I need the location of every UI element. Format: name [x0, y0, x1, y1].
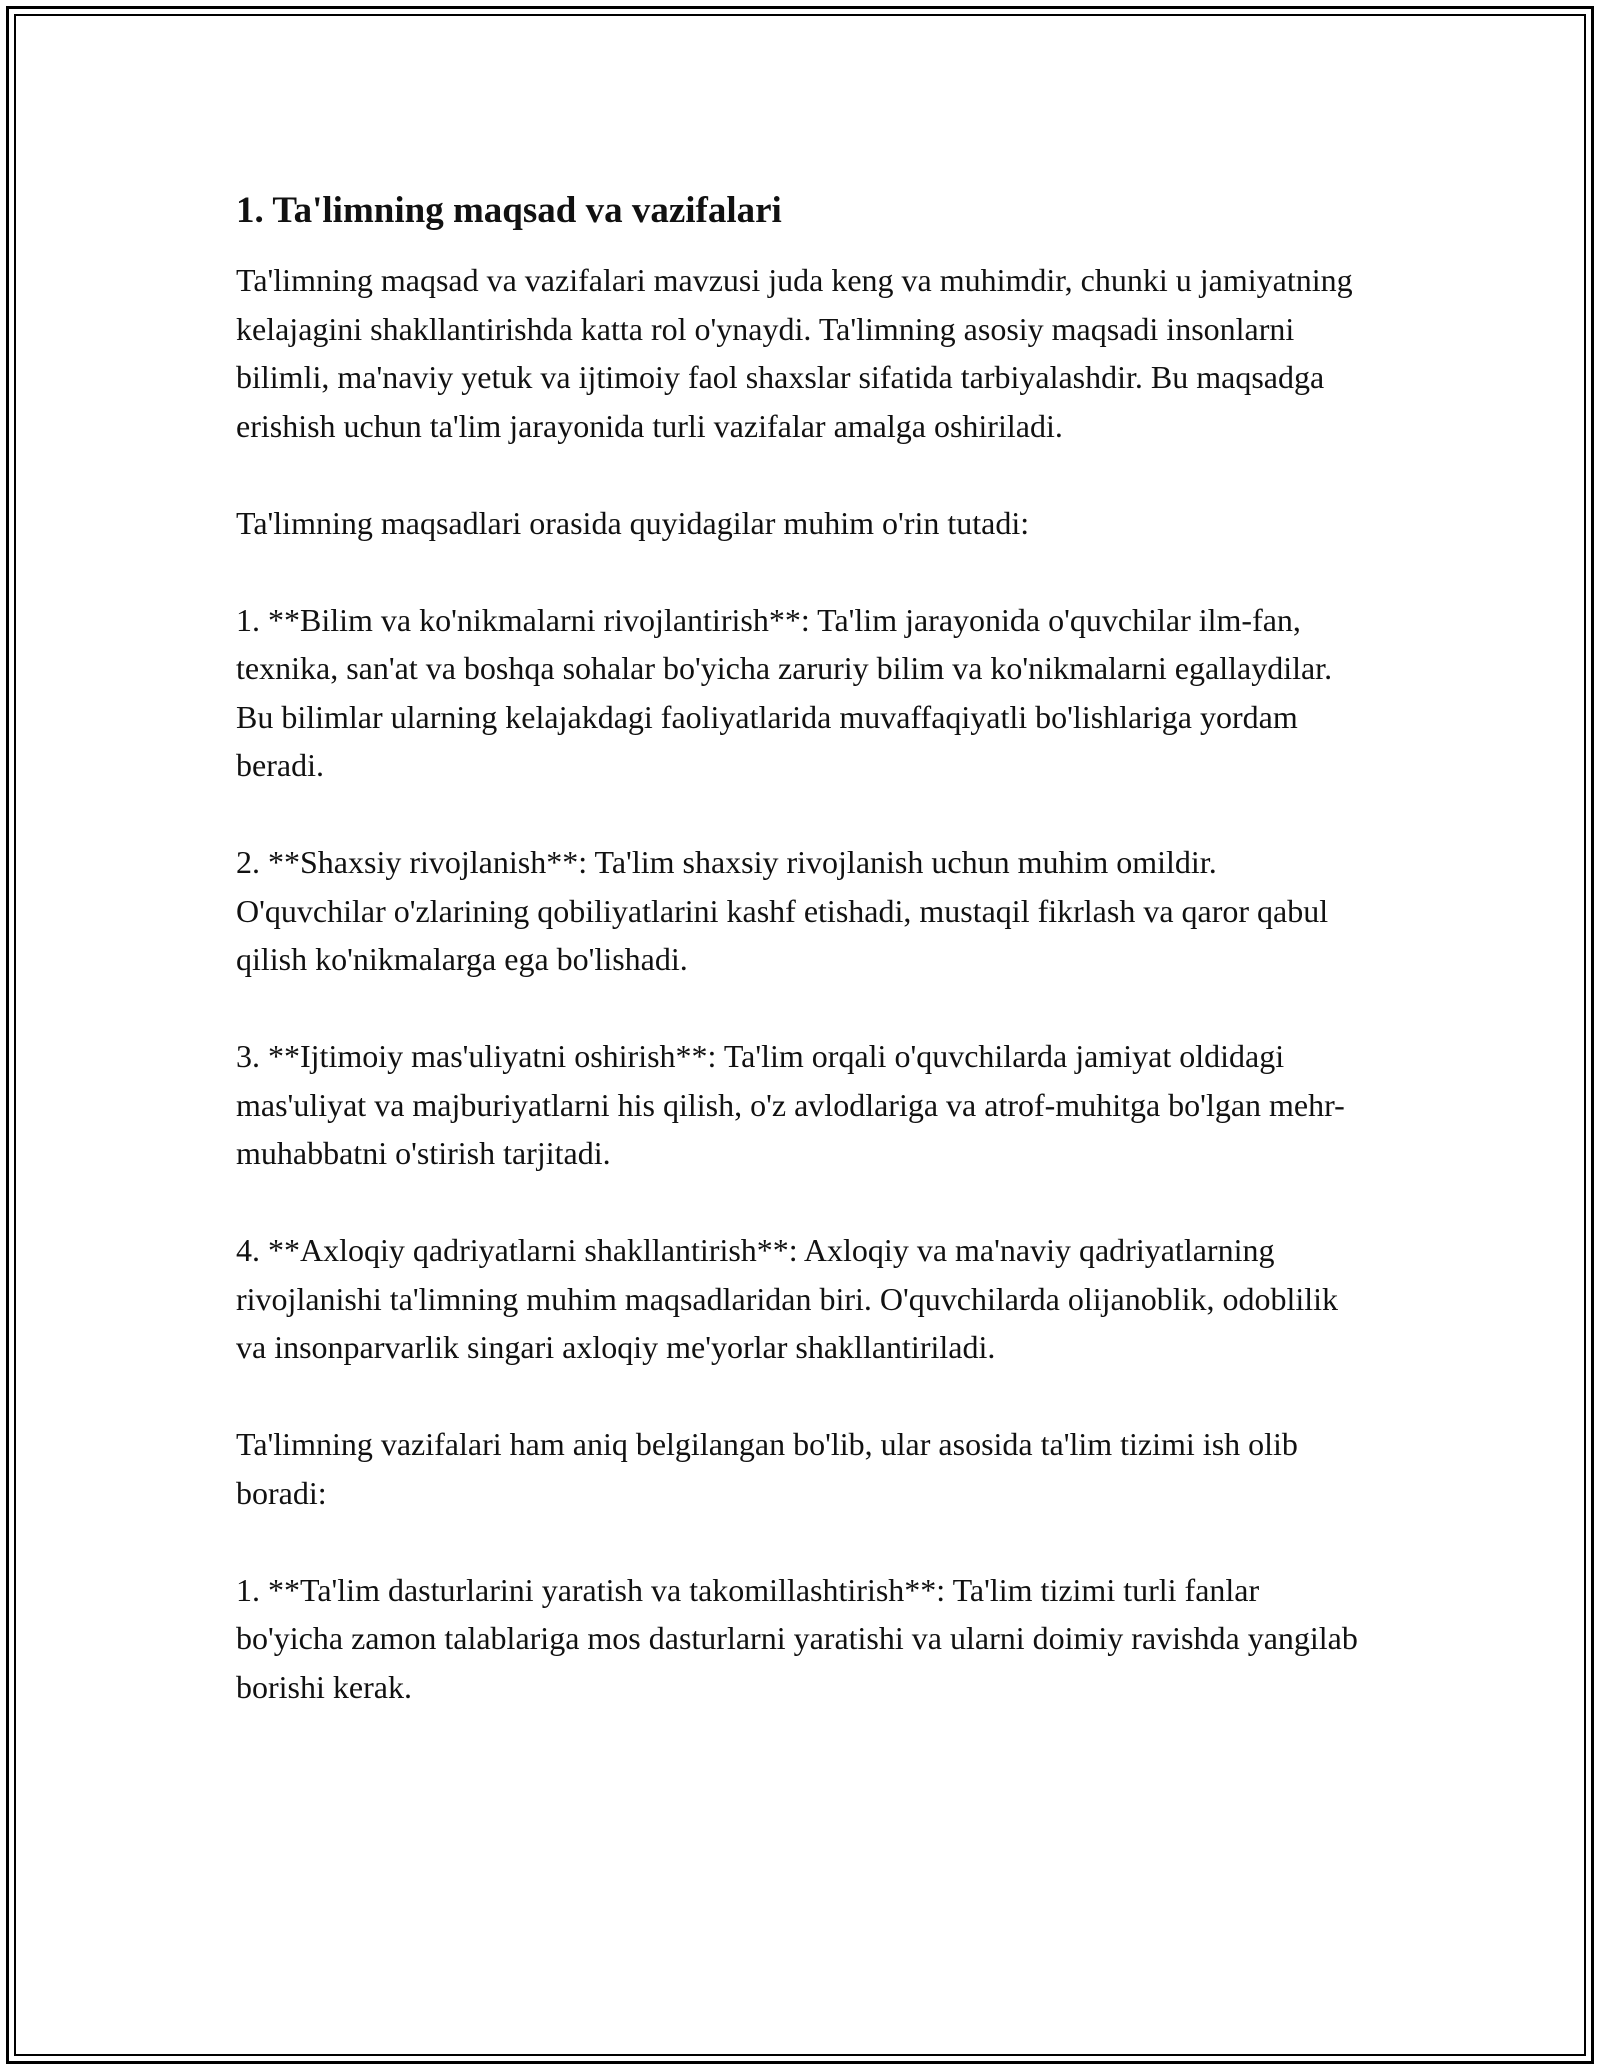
section-heading: 1. Ta'limning maqsad va vazifalari	[236, 190, 782, 231]
goal-item-2: 2. **Shaxsiy rivojlanish**: Ta'lim shaxsiy rivojlanish uchun muhim omildir. O'quvchilar o'zlarining qobiliyatlarini kashf etishadi, mustaqil fikrlash va qaror qabul qilish ko'nikmalarga ega bo'lishadi.	[236, 844, 1329, 977]
task-item-1: 1. **Ta'lim dasturlarini yaratish va takomillashtirish**: Ta'lim tizimi turli fanlar bo'yicha zamon talablariga mos dasturlarni yaratishi va ularni doimiy ravishda yangilab borishi kerak.	[236, 1571, 1358, 1705]
goal-item-4: 4. **Axloqiy qadriyatlarni shakllantirish**: Axloqiy va ma'naviy qadriyatlarning rivojlanishi ta'limning muhim maqsadlaridan biri. O'quvchilarda olijanoblik, odoblilik va insonparvarlik singari axloqiy me'yorlar shakllantiriladi.	[236, 1232, 1339, 1365]
goal-item-3: 3. **Ijtimoiy mas'uliyatni oshirish**: Ta'lim orqali o'quvchilarda jamiyat oldidagi mas'uliyat va majburiyatlarni his qilish, o'z avlodlariga va atrof-muhitga bo'lgan mehr-muhabbatni o'stirish tarjitadi.	[236, 1038, 1345, 1171]
tasks-lead-paragraph: Ta'limning vazifalari ham aniq belgilangan bo'lib, ular asosida ta'lim tizimi ish olib boradi:	[236, 1426, 1298, 1511]
document-body	[236, 186, 1366, 1711]
goal-item-1: 1. **Bilim va ko'nikmalarni rivojlantirish**: Ta'lim jarayonida o'quvchilar ilm-fan, texnika, san'at va boshqa sohalar bo'yicha zaruriy bilim va ko'nikmalarni egallaydilar. Bu bilimlar ularning kelajakdagi faoliyatlarida muvaffaqiyatli bo'lishlariga yordam beradi.	[236, 601, 1333, 783]
intro-paragraph: Ta'limning maqsad va vazifalari mavzusi juda keng va muhimdir, chunki u jamiyatning kelajagini shakllantirishda katta rol o'ynaydi. Ta'limning asosiy maqsadi insonlarni bilimli, ma'naviy yetuk va ijtimoiy faol shaxslar sifatida tarbiyalashdir. Bu maqsadga erishish uchun ta'lim jarayonida turli vazifalar amalga oshiriladi.	[236, 262, 1353, 444]
goals-lead-paragraph: Ta'limning maqsadlari orasida quyidagilar muhim o'rin tutadi:	[236, 504, 1030, 541]
